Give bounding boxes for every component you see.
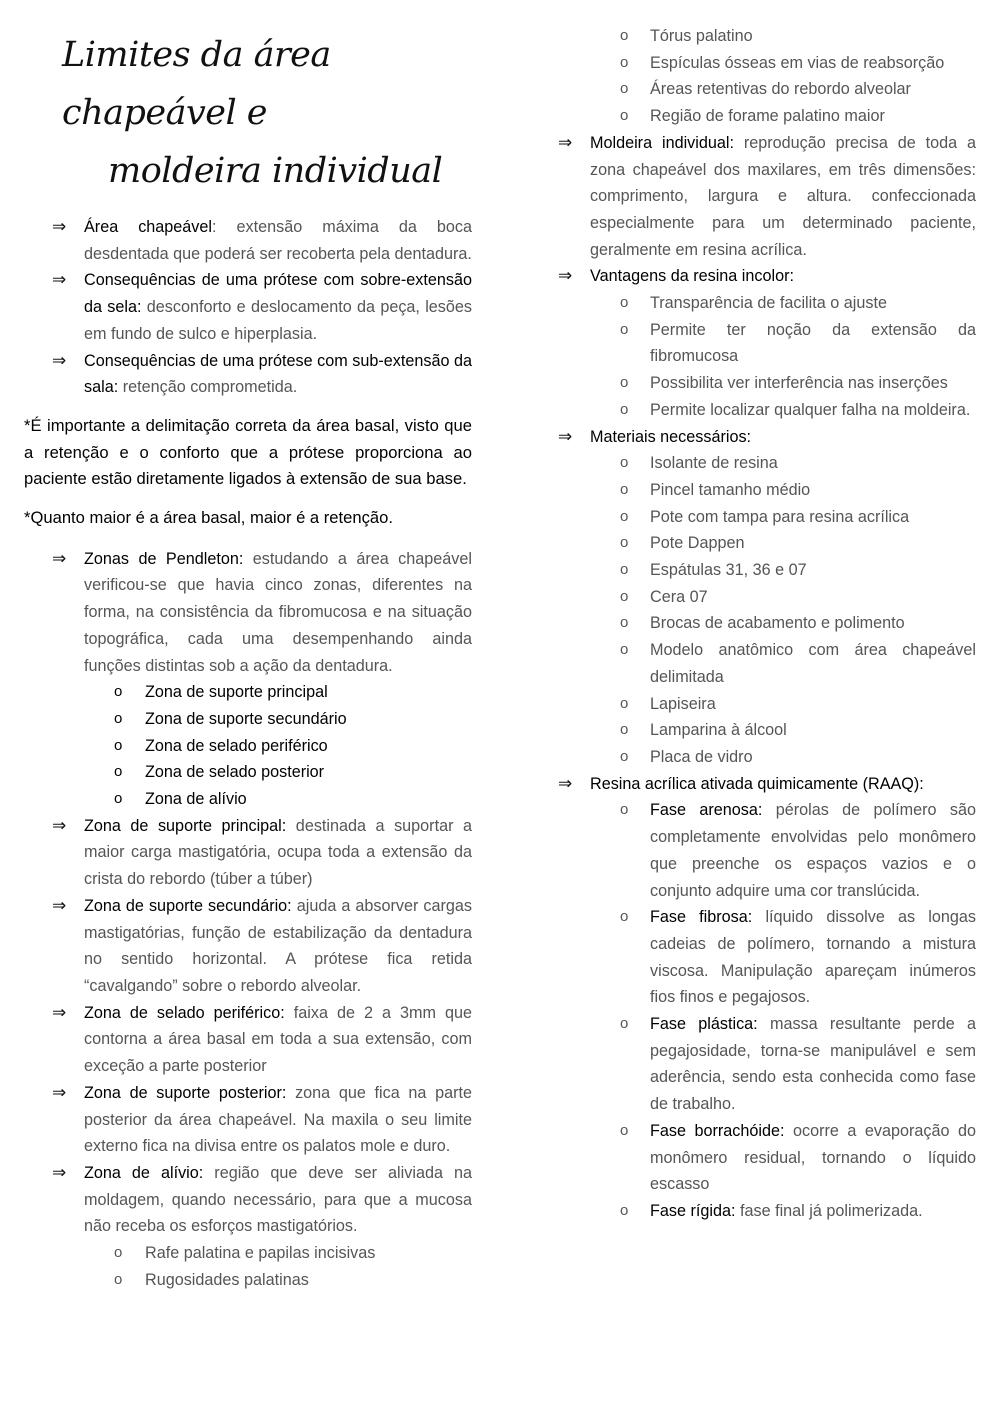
item-label: Resina acrílica ativada quimicamente (RAAQ):: [590, 774, 924, 793]
item-text: faixa de 2 a 3mm que contorna a área basal em toda a sua extensão, com exceção a parte posterior: [84, 1003, 473, 1076]
bullet-icon: o: [114, 1270, 123, 1288]
left-column: [24, 0, 472, 1293]
sub-item: [558, 370, 976, 397]
phase-text: fase final já polimerizada.: [735, 1201, 923, 1220]
sub-item-text: Zona de suporte principal: [145, 683, 328, 702]
sub-item-text: Modelo anatômico com área chapeável delimitada: [650, 641, 976, 686]
bullet-icon: o: [114, 790, 123, 808]
list-item: [558, 771, 976, 798]
phase-label: Fase arenosa:: [650, 801, 763, 820]
arrow-icon: ⇒: [52, 350, 67, 370]
sub-item-text: Isolante de resina: [650, 454, 778, 473]
sub-item-text: Lapiseira: [650, 694, 716, 713]
item-label: Zona de suporte principal:: [84, 816, 287, 835]
list-item: [24, 348, 472, 401]
item-text: estudando a área chapeável verificou-se que havia cinco zonas, diferentes na forma, na consistência da fibromucosa e na situação topográfica, cada uma desempenhando ainda funções distintas sob a ação da dentadura.: [84, 549, 472, 675]
item-text: desconforto e deslocamento da peça, lesões em fundo de sulco e hiperplasia.: [84, 298, 472, 343]
bullet-icon: o: [620, 587, 629, 605]
arrow-icon: ⇒: [558, 266, 573, 286]
list-item: [558, 263, 976, 290]
bullet-icon: o: [620, 614, 629, 632]
item-text: zona que fica na parte posterior da área chapeável. Na maxila o seu limite externo fica na divisa entre os palatos mole e duro.: [84, 1083, 472, 1156]
sub-item-text: Zona de alívio: [145, 790, 247, 809]
list-item: [24, 1080, 472, 1160]
bullet-icon: o: [620, 721, 629, 739]
list-item: [24, 1000, 472, 1080]
intro-list: [24, 214, 472, 401]
vantagens-list: [558, 290, 976, 424]
bullet-icon: o: [620, 107, 629, 125]
note-delimitation: *É importante a delimitação correta da área basal, visto que a retenção e o conforto que a prótese proporciona ao paciente estão diretamente ligados à extensão de sua base.: [24, 415, 472, 489]
sub-item: [558, 317, 976, 370]
sub-item: [24, 733, 472, 760]
item-label: Área chapeável: [84, 218, 212, 236]
sub-item-text: Pincel tamanho médio: [650, 480, 811, 499]
bullet-icon: o: [620, 1015, 629, 1033]
page-title: [24, 0, 472, 200]
bullet-icon: o: [620, 747, 629, 765]
sub-item-text: Brocas de acabamento e polimento: [650, 614, 905, 633]
item-label: Consequências de uma prótese com sobre-extensão da sela:: [84, 271, 472, 317]
item-text: destinada a suportar a maior carga mastigatória, ocupa toda a extensão da crista do rebordo (túber a túber): [84, 816, 472, 889]
sub-item-text: Rugosidades palatinas: [145, 1270, 309, 1289]
phase-text: líquido dissolve as longas cadeias de polímero, tornando a mistura viscosa. Manipulação apareçam inúmeros fios finos e pegajosos.: [650, 908, 976, 1007]
list-item: [24, 546, 472, 680]
phase-text: ocorre a evaporação do monômero residual, tornando o líquido escasso: [650, 1121, 976, 1194]
sub-item: [558, 557, 976, 584]
item-label: Zonas de Pendleton:: [84, 549, 244, 568]
item-text: retenção comprometida.: [118, 378, 298, 397]
sub-item: [558, 23, 976, 50]
sub-item: [558, 477, 976, 504]
item-label: Zona de selado periférico:: [84, 1003, 285, 1022]
arrow-icon: ⇒: [52, 815, 67, 835]
sub-item: [558, 637, 976, 690]
sub-item-text: Permite localizar qualquer falha na moldeira.: [650, 400, 971, 419]
phase-label: Fase rígida:: [650, 1201, 736, 1220]
sub-item-text: Pote Dappen: [650, 534, 745, 553]
sub-item: [558, 1011, 976, 1118]
sub-item: [24, 679, 472, 706]
phase-label: Fase borrachóide:: [650, 1121, 785, 1140]
sub-item-text: Zona de suporte secundário: [145, 709, 347, 728]
bullet-icon: o: [620, 1121, 629, 1139]
sub-item: [558, 610, 976, 637]
sub-item-text: Cera 07: [650, 587, 708, 606]
bullet-icon: o: [620, 1201, 629, 1219]
sub-item-text: Espículas ósseas em vias de reabsorção: [650, 53, 945, 72]
bullet-icon: o: [620, 480, 629, 498]
sub-item: [558, 584, 976, 611]
item-text: ajuda a absorver cargas mastigatórias, função de estabilização da dentadura no sentido horizontal. A prótese fica retida “cavalgando” sobre o rebordo alveolar.: [84, 896, 472, 995]
item-label: Vantagens da resina incolor:: [590, 267, 794, 286]
sub-item: [558, 717, 976, 744]
sub-item: [558, 744, 976, 771]
sub-item-text: Lamparina à álcool: [650, 721, 787, 740]
sub-item: [24, 759, 472, 786]
arrow-icon: ⇒: [558, 426, 573, 446]
arrow-icon: ⇒: [558, 773, 573, 793]
item-label: Zona de suporte secundário:: [84, 896, 292, 915]
item-text: reprodução precisa de toda a zona chapeável dos maxilares, em três dimensões: comprimento, largura e altura. confeccionada especialmente para um determinado paciente, geralmente em resina acrílica.: [590, 133, 976, 259]
bullet-icon: o: [620, 507, 629, 525]
pendleton-section: [24, 546, 472, 1294]
bullet-icon: o: [620, 694, 629, 712]
title-line-2: moldeira individual: [108, 151, 443, 191]
list-item: [558, 130, 976, 264]
sub-item-text: Rafe palatina e papilas incisivas: [145, 1244, 376, 1263]
relief-list: [24, 1240, 472, 1293]
sub-item-text: Zona de selado periférico: [145, 736, 328, 755]
list-item: [24, 267, 472, 347]
arrow-icon: ⇒: [52, 1002, 67, 1022]
arrow-icon: ⇒: [52, 548, 67, 568]
bullet-icon: o: [620, 374, 629, 392]
bullet-icon: o: [620, 641, 629, 659]
sub-item-text: Zona de selado posterior: [145, 763, 325, 782]
sub-item: [24, 706, 472, 733]
title-line-1: Limites da área chapeável e: [62, 35, 331, 133]
sub-item: [558, 76, 976, 103]
bullet-icon: o: [620, 801, 629, 819]
bullet-icon: o: [620, 80, 629, 98]
raaq-phases-list: [558, 797, 976, 1224]
sub-item: [558, 691, 976, 718]
sub-item: [558, 1198, 976, 1225]
bullet-icon: o: [620, 908, 629, 926]
bullet-icon: o: [620, 534, 629, 552]
note-retention: *Quanto maior é a área basal, maior é a retenção.: [24, 508, 393, 528]
list-item: [24, 214, 472, 267]
sub-item-text: Região de forame palatino maior: [650, 107, 885, 126]
sub-item: [558, 450, 976, 477]
bullet-icon: o: [620, 320, 629, 338]
item-label: Consequências de uma prótese com sub-extensão da sala:: [84, 351, 472, 397]
item-text: : extensão máxima da boca desdentada que poderá ser recoberta pela dentadura.: [84, 218, 472, 263]
sub-item-text: Pote com tampa para resina acrílica: [650, 507, 910, 526]
bullet-icon: o: [114, 736, 123, 754]
sub-item: [558, 397, 976, 424]
bullet-icon: o: [114, 709, 123, 727]
zones-list: [24, 679, 472, 813]
sub-item-text: Espátulas 31, 36 e 07: [650, 561, 807, 580]
bullet-icon: o: [620, 454, 629, 472]
item-label: Materiais necessários:: [590, 427, 752, 446]
right-column: [558, 23, 976, 1225]
arrow-icon: ⇒: [52, 895, 67, 915]
bullet-icon: o: [114, 763, 123, 781]
relief-list-continued: [558, 23, 976, 130]
sub-item: [558, 103, 976, 130]
arrow-icon: ⇒: [52, 270, 67, 290]
bullet-icon: o: [620, 294, 629, 312]
bullet-icon: o: [620, 400, 629, 418]
list-item: [24, 813, 472, 893]
sub-item-text: Áreas retentivas do rebordo alveolar: [650, 80, 911, 99]
materiais-list: [558, 450, 976, 770]
item-label: Zona de alívio:: [84, 1163, 204, 1182]
arrow-icon: ⇒: [52, 1082, 67, 1102]
item-label: Moldeira individual:: [590, 133, 734, 152]
bullet-icon: o: [114, 683, 123, 701]
arrow-icon: ⇒: [52, 1162, 67, 1182]
sub-item-text: Tórus palatino: [650, 27, 753, 45]
phase-label: Fase plástica:: [650, 1015, 758, 1034]
sub-item: [24, 1240, 472, 1267]
phase-text: pérolas de polímero são completamente envolvidas pelo monômero que preenche os espaços vazios e o conjunto adquire uma cor translúcida.: [650, 801, 976, 900]
sub-item: [558, 1118, 976, 1198]
item-text: região que deve ser aliviada na moldagem, quando necessário, para que a mucosa não receba os esforços mastigatórios.: [84, 1163, 472, 1236]
phase-text: massa resultante perde a pegajosidade, torna-se manipulável e sem aderência, sendo esta conhecida como fase de trabalho.: [650, 1015, 976, 1114]
bullet-icon: o: [620, 561, 629, 579]
sub-item: [558, 797, 976, 904]
sub-item: [558, 504, 976, 531]
sub-item-text: Placa de vidro: [650, 747, 753, 766]
item-label: Zona de suporte posterior:: [84, 1083, 287, 1102]
sub-item-text: Possibilita ver interferência nas inserções: [650, 374, 948, 393]
phase-label: Fase fibrosa:: [650, 908, 753, 927]
bullet-icon: o: [620, 27, 629, 44]
bullet-icon: o: [620, 53, 629, 71]
sub-item: [558, 904, 976, 1011]
arrow-icon: ⇒: [558, 132, 573, 152]
sub-item: [24, 1267, 472, 1294]
sub-item-text: Permite ter noção da extensão da fibromucosa: [650, 320, 976, 366]
list-item: [24, 893, 472, 1000]
sub-item: [558, 530, 976, 557]
sub-item: [24, 786, 472, 813]
bullet-icon: o: [114, 1244, 123, 1262]
sub-item: [558, 290, 976, 317]
list-item: [558, 424, 976, 451]
arrow-icon: ⇒: [52, 217, 67, 236]
sub-item: [558, 50, 976, 77]
sub-item-text: Transparência de facilita o ajuste: [650, 294, 887, 313]
list-item: [24, 1160, 472, 1240]
